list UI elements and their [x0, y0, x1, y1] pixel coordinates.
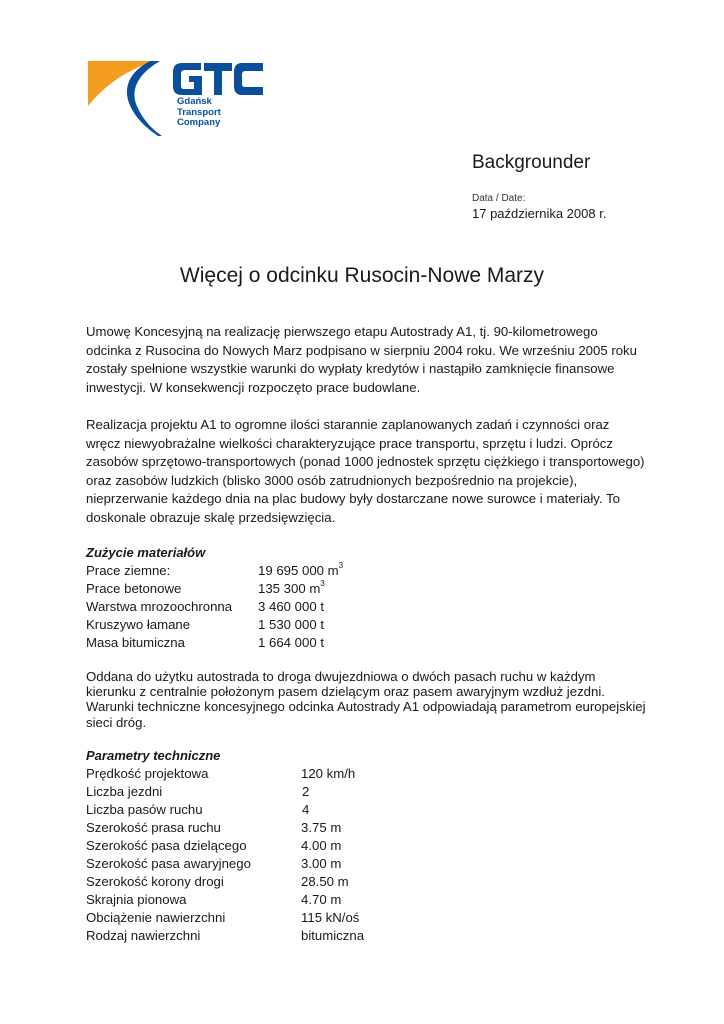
materials-value: 1 664 000 t: [258, 635, 324, 650]
logo-line-1: Gdańsk: [177, 96, 212, 107]
parameters-row: [86, 766, 486, 784]
materials-row: [86, 635, 486, 653]
logo-line-2: Transport: [177, 106, 221, 118]
materials-row: [86, 617, 486, 635]
paragraph-scale: Realizacja projektu A1 to ogromne ilości starannie zaplanowanych zadań i czynności oraz wręcz niewyobrażalne wielkości charakteryzujące prace transportu, sprzętu i ludzi. Oprócz zasobów sprzętowo-transportowych (ponad 1000 jednostek sprzętu ciężkiego i transportowego) oraz zasobów ludzkich (blisko 3000 osób zatrudnionych bezpośrednio na projekcie), nieprzerwanie każdego dnia na plac budowy były dostarczane nowe surowce i materiały. To doskonale obrazuje skalę przedsięwzięcia.: [86, 417, 645, 525]
materials-row: [86, 563, 486, 581]
paragraph-intro: Umowę Koncesyjną na realizację pierwszego etapu Autostrady A1, tj. 90-kilometrowego odcinka z Rusocina do Nowych Marz podpisano w sierpniu 2004 roku. We wrześniu 2005 roku zostały spełnione wszystkie warunki do wypłaty kredytów i nastąpiło zamknięcie finansowe inwestycji. W konsekwencji rozpoczęto prace budowlane.: [86, 324, 637, 395]
document-type: Backgrounder: [472, 152, 591, 173]
parameters-label: Prędkość projektowa: [86, 766, 209, 781]
parameters-label: Szerokość pasa dzielącego: [86, 838, 247, 853]
parameters-row: [86, 928, 486, 946]
materials-label: Prace ziemne:: [86, 563, 171, 578]
parameters-value: 3.00 m: [301, 856, 342, 871]
paragraph-road-description: Oddana do użytku autostrada to droga dwujezdniowa o dwóch pasach ruchu w każdym kierunku z centralnie położonym pasem dzielącym oraz pasem awaryjnym wzdłuż jezdni. Warunki techniczne koncesyjnego odcinka Autostrady A1 odpowiadają parametrom europejskiej sieci dróg.: [86, 669, 646, 730]
parameters-value: 2: [302, 784, 310, 799]
date-value: 17 października 2008 r.: [472, 206, 607, 221]
parameters-value: 4: [302, 802, 310, 817]
parameters-row: [86, 802, 486, 820]
parameters-row: [86, 838, 486, 856]
materials-label: Prace betonowe: [86, 581, 182, 596]
parameters-value: bitumiczna: [301, 928, 365, 943]
parameters-label: Szerokość korony drogi: [86, 874, 224, 889]
materials-label: Masa bitumiczna: [86, 635, 185, 650]
materials-row: [86, 599, 486, 617]
parameters-row: [86, 892, 486, 910]
parameters-row: [86, 784, 486, 802]
parameters-row: [86, 910, 486, 928]
company-logo: [86, 58, 276, 138]
parameters-row: [86, 820, 486, 838]
parameters-heading: Parametry techniczne: [86, 748, 221, 763]
parameters-label: Szerokość prasa ruchu: [86, 820, 221, 835]
parameters-label: Obciążenie nawierzchni: [86, 910, 226, 925]
date-label: Data / Date:: [472, 193, 526, 204]
materials-row: [86, 581, 486, 599]
materials-value: 3 460 000 t: [258, 599, 324, 614]
parameters-label: Rodzaj nawierzchni: [86, 928, 201, 943]
page-title: Więcej o odcinku Rusocin-Nowe Marzy: [179, 264, 545, 287]
materials-value: 135 300 $m^3$: [258, 579, 325, 596]
materials-heading: Zużycie materiałów: [86, 545, 206, 560]
parameters-value: 3.75 m: [301, 820, 342, 835]
parameters-label: Skrajnia pionowa: [86, 892, 187, 907]
parameters-label: Szerokość pasa awaryjnego: [86, 856, 251, 871]
parameters-value: 115 kN/oś: [301, 910, 360, 925]
parameters-value: 4.00 m: [301, 838, 342, 853]
parameters-row: [86, 874, 486, 892]
parameters-label: Liczba pasów ruchu: [86, 802, 203, 817]
parameters-label: Liczba jezdni: [86, 784, 163, 799]
parameters-value: 28.50 m: [301, 874, 349, 889]
materials-value: 19 695 000 $m^3$: [258, 561, 344, 578]
materials-label: Warstwa mrozoochronna: [86, 599, 233, 614]
parameters-row: [86, 856, 486, 874]
parameters-value: 4.70 m: [301, 892, 342, 907]
logo-line-3: Company: [177, 117, 221, 128]
parameters-value: 120 km/h: [301, 766, 356, 781]
materials-label: Kruszywo łamane: [86, 617, 191, 632]
materials-value: 1 530 000 t: [258, 617, 324, 632]
